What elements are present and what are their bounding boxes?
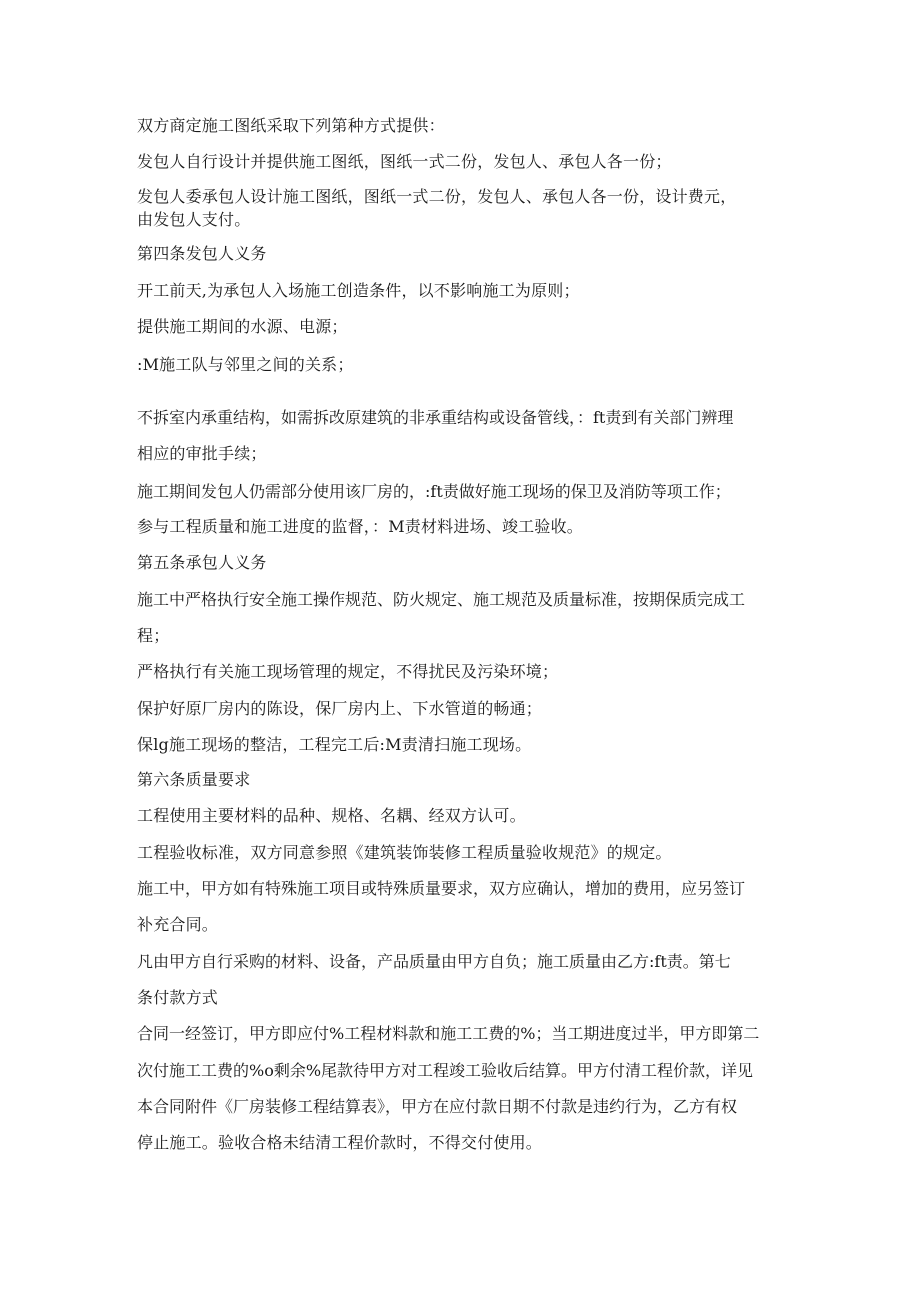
text-line: 由发包人支付。 — [137, 210, 251, 229]
text-line: 参与工程质量和施工进度的监督，：M责材料进场、竣工验收。 — [137, 517, 583, 536]
section-heading: 第六条质量要求 — [137, 770, 251, 789]
text-line: 施工中，甲方如有特殊施工项目或特殊质量要求，双方应确认，增加的费用，应另签订 — [137, 879, 746, 898]
text-line: 相应的审批手续； — [137, 444, 267, 463]
text-line: 程； — [137, 626, 170, 645]
text-line: 工程使用主要材料的品种、规格、名耦、经双方认可。 — [137, 806, 526, 825]
text-line: :M施工队与邻里之间的关系； — [137, 355, 354, 374]
text-line: 施工期间发包人仍需部分使用该厂房的，:ft责做好施工现场的保卫及消防等项工作； — [137, 482, 731, 501]
text-line: 双方商定施工图纸采取下列第种方式提供： — [137, 116, 445, 135]
text-line: 补充合同。 — [137, 915, 219, 934]
text-line: 条付款方式 — [137, 988, 219, 1007]
text-line: 保lg施工现场的整洁，工程完工后:M责清扫施工现场。 — [137, 735, 532, 754]
text-line: 次付施工工费的%o剩余%尾款待甲方对工程竣工验收后结算。甲方付清工程价款，详见 — [137, 1061, 754, 1080]
text-line: 提供施工期间的水源、电源； — [137, 317, 348, 336]
text-line: 凡由甲方自行采购的材料、设备，产品质量由甲方自负；施工质量由乙方:ft责。第七 — [137, 952, 731, 971]
text-line: 严格执行有关施工现场管理的规定，不得扰民及污染环境； — [137, 662, 559, 681]
text-line: 保护好原厂房内的陈设，保厂房内上、下水管道的畅通； — [137, 699, 543, 718]
text-line: 停止施工。验收合格未结清工程价款时，不得交付使用。 — [137, 1133, 543, 1152]
text-line: 本合同附件《厂房装修工程结算表》，甲方在应付款日期不付款是违约行为，乙方有权 — [137, 1097, 738, 1116]
section-heading: 第五条承包人义务 — [137, 553, 267, 572]
text-line: 工程验收标准，双方同意参照《建筑装饰装修工程质量验收规范》的规定。 — [137, 843, 672, 862]
text-line: 发包人自行设计并提供施工图纸，图纸一式二份，发包人、承包人各一份； — [137, 152, 672, 171]
text-line: 不拆室内承重结构，如需拆改原建筑的非承重结构或设备管线，：ft责到有关部门辨理 — [137, 408, 734, 427]
text-line: 开工前天,为承包人入场施工创造条件，以不影响施工为原则； — [137, 281, 580, 300]
text-line: 合同一经签订，甲方即应付%工程材料款和施工工费的%；当工期进度过半，甲方即第二 — [137, 1024, 760, 1043]
text-line: 施工中严格执行安全施工操作规范、防火规定、施工规范及质量标准，按期保质完成工 — [137, 590, 746, 609]
section-heading: 第四条发包人义务 — [137, 244, 267, 263]
text-line: 发包人委承包人设计施工图纸，图纸一式二份，发包人、承包人各一份，设计费元， — [137, 187, 737, 206]
